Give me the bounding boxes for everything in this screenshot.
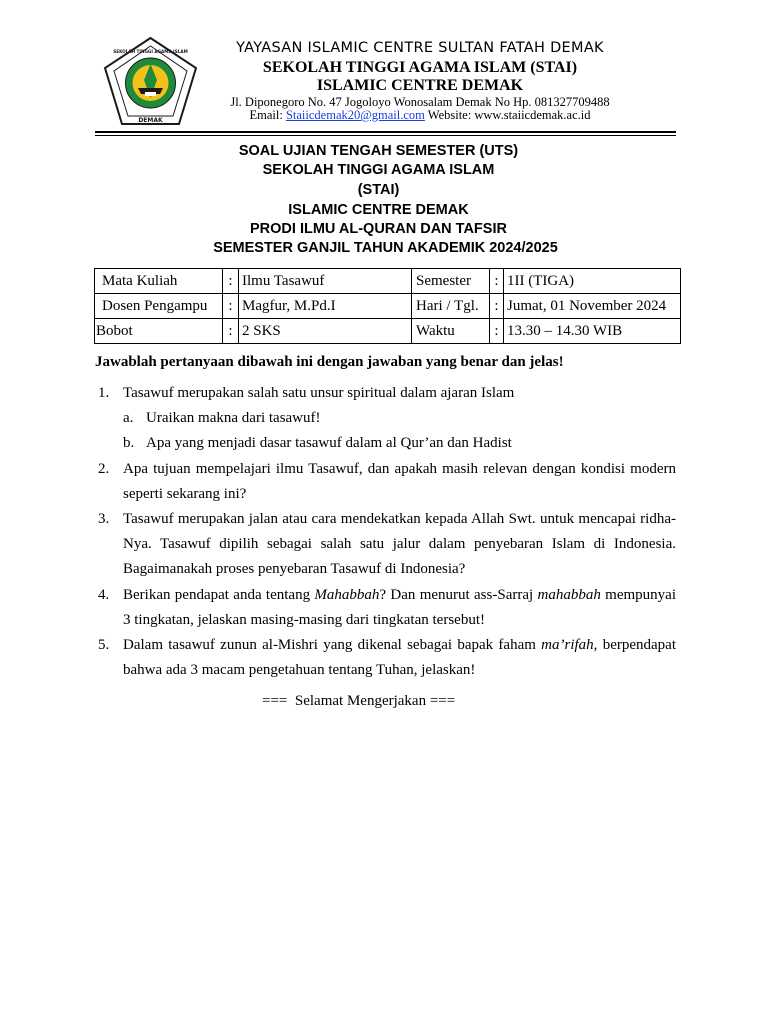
info-value: 2 SKS bbox=[239, 319, 412, 344]
info-value: Jumat, 01 November 2024 bbox=[504, 294, 681, 319]
info-value: Ilmu Tasawuf bbox=[239, 269, 412, 294]
subquestion-a-text: Uraikan makna dari tasawuf! bbox=[146, 410, 321, 426]
info-colon: : bbox=[223, 269, 239, 294]
subquestion-b-text: Apa yang menjadi dasar tasawuf dalam al Qur’an dan Hadist bbox=[146, 435, 512, 451]
question-4-part1: Berikan pendapat anda tentang bbox=[123, 587, 315, 603]
instruction-text: Jawablah pertanyaan dibawah ini dengan jawaban yang benar dan jelas! bbox=[95, 354, 564, 370]
exam-title-line2: SEKOLAH TINGGI AGAMA ISLAM bbox=[262, 162, 495, 178]
question-1-text: Tasawuf merupakan salah satu unsur spiritual dalam ajaran Islam bbox=[123, 385, 515, 401]
foundation-name: YAYASAN ISLAMIC CENTRE SULTAN FATAH DEMAK bbox=[236, 40, 604, 56]
info-value: 13.30 – 14.30 WIB bbox=[504, 319, 681, 344]
exam-title-line1: SOAL UJIAN TENGAH SEMESTER (UTS) bbox=[238, 143, 519, 159]
question-number: 4. bbox=[98, 587, 110, 603]
svg-text:SEKOLAH TINGGI AGAMA ISLAM: SEKOLAH TINGGI AGAMA ISLAM bbox=[113, 49, 188, 54]
question-number: 3. bbox=[98, 511, 110, 527]
table-row bbox=[95, 319, 681, 344]
contact-line bbox=[210, 108, 630, 123]
svg-text:DEMAK: DEMAK bbox=[138, 117, 163, 124]
website-text: Website: www.staiicdemak.ac.id bbox=[424, 108, 591, 122]
info-colon: : bbox=[223, 319, 239, 344]
question-number: 5. bbox=[98, 637, 110, 653]
question-4-text bbox=[123, 583, 676, 633]
stai-logo bbox=[99, 36, 202, 130]
institution-address: Jl. Diponegoro No. 47 Jogoloyo Wonosalam Demak No Hp. 081327709488 bbox=[230, 95, 610, 109]
info-value: Magfur, M.Pd.I bbox=[239, 294, 412, 319]
question-3-text: Tasawuf merupakan jalan atau cara mendekatkan kepada Allah Swt. untuk mencapai ridha-Nya. Tasawuf dipilih sebagai salah satu jalur dalam penyebaran Islam di Indonesia. Bagaimanakah proses penyebaran Tasawuf di Indonesia? bbox=[123, 511, 676, 577]
question-5-text bbox=[123, 633, 676, 683]
exam-title-line4: ISLAMIC CENTRE DEMAK bbox=[288, 202, 469, 218]
question-4-term1: Mahabbah bbox=[314, 587, 380, 603]
email-link[interactable]: Staiicdemak20@gmail.com bbox=[285, 108, 425, 122]
exam-info-table bbox=[94, 268, 681, 344]
closing-message: === Selamat Mengerjakan === bbox=[262, 693, 456, 709]
letterhead-divider-thin bbox=[95, 135, 676, 136]
question-2-text: Apa tujuan mempelajari ilmu Tasawuf, dan apakah masih relevan dengan kondisi modern seperti sekarang ini? bbox=[123, 461, 676, 502]
question-4-part3: mempunyai 3 tingkatan, jelaskan masing-masing dari tingkatan tersebut! bbox=[123, 587, 676, 628]
exam-title-line3: (STAI) bbox=[357, 182, 400, 198]
subquestion-letter: a. bbox=[123, 410, 134, 426]
exam-title-line5: PRODI ILMU AL-QURAN DAN TAFSIR bbox=[250, 221, 507, 237]
info-colon: : bbox=[490, 269, 504, 294]
question-4-term2: mahabbah bbox=[537, 587, 601, 603]
question-5-part2: , berpendapat bahwa ada 3 macam pengetahuan tentang Tuhan, jelaskan! bbox=[123, 637, 676, 678]
table-row bbox=[95, 269, 681, 294]
info-label: Hari / Tgl. bbox=[412, 294, 490, 319]
info-colon: : bbox=[490, 319, 504, 344]
exam-title-line6: SEMESTER GANJIL TAHUN AKADEMIK 2024/2025 bbox=[213, 240, 558, 256]
info-colon: : bbox=[223, 294, 239, 319]
question-5-term1: ma’rifah bbox=[541, 637, 594, 653]
info-label: Bobot bbox=[95, 319, 223, 344]
question-number: 1. bbox=[98, 385, 110, 401]
question-5-part1: Dalam tasawuf zunun al-Mishri yang dikenal sebagai bapak faham bbox=[123, 637, 542, 653]
info-value: 1II (TIGA) bbox=[504, 269, 681, 294]
institution-name: SEKOLAH TINGGI AGAMA ISLAM (STAI) bbox=[262, 59, 578, 76]
question-number: 2. bbox=[98, 461, 110, 477]
question-4-part2: ? Dan menurut ass-Sarraj bbox=[379, 587, 538, 603]
info-label: Semester bbox=[412, 269, 490, 294]
table-row bbox=[95, 294, 681, 319]
institution-subname: ISLAMIC CENTRE DEMAK bbox=[316, 77, 524, 94]
info-colon: : bbox=[490, 294, 504, 319]
info-label: Mata Kuliah bbox=[95, 269, 223, 294]
info-label: Waktu bbox=[412, 319, 490, 344]
email-label: Email: bbox=[249, 108, 286, 122]
subquestion-letter: b. bbox=[123, 435, 135, 451]
info-label: Dosen Pengampu bbox=[95, 294, 223, 319]
letterhead-divider-thick bbox=[95, 131, 676, 133]
